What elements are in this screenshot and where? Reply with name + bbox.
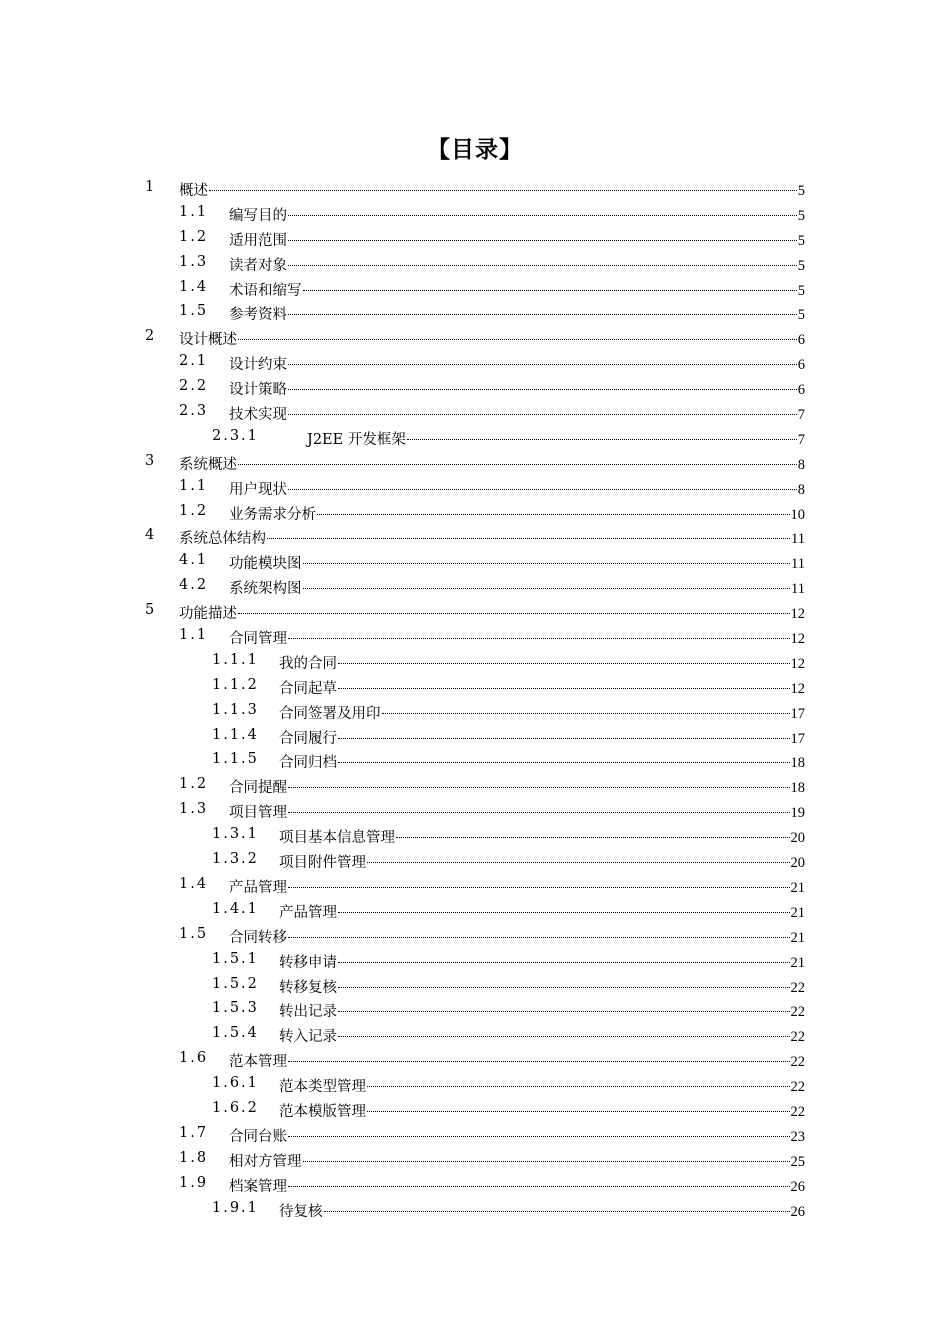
toc-entry-number: 1.3 bbox=[179, 801, 209, 818]
toc-entry-number: 2.3 bbox=[179, 403, 209, 420]
toc-entry-line bbox=[229, 1050, 805, 1071]
toc-entry-page-number: 22 bbox=[790, 1054, 805, 1071]
toc-entry-title[interactable]: 参考资料 bbox=[229, 307, 287, 324]
toc-entry-title[interactable]: 读者对象 bbox=[229, 257, 287, 274]
dot-leader bbox=[338, 1011, 790, 1012]
toc-entry[interactable] bbox=[0, 226, 950, 251]
toc-entry-line bbox=[229, 254, 805, 275]
dot-leader bbox=[238, 613, 790, 614]
toc-entry-line bbox=[229, 801, 805, 822]
toc-entry-title[interactable]: 系统概述 bbox=[179, 456, 237, 473]
toc-entry-title[interactable]: 转移复核 bbox=[279, 979, 337, 996]
toc-entry-page-number: 20 bbox=[790, 830, 805, 847]
toc-entry-title[interactable]: 概述 bbox=[179, 183, 208, 199]
dot-leader bbox=[338, 962, 790, 963]
dot-leader bbox=[338, 1036, 790, 1037]
toc-entry-number: 1.9.1 bbox=[212, 1199, 259, 1216]
toc-entry-title[interactable]: 产品管理 bbox=[229, 879, 287, 896]
dot-leader bbox=[288, 1061, 790, 1062]
toc-entry-page-number: 11 bbox=[791, 531, 805, 548]
toc-entry-number: 1.6.1 bbox=[212, 1075, 259, 1092]
toc-entry-line bbox=[279, 851, 805, 872]
dot-leader bbox=[288, 240, 797, 241]
toc-entry-number: 1.1.5 bbox=[212, 751, 259, 768]
toc-entry[interactable] bbox=[0, 475, 950, 500]
toc-entry-number: 2.2 bbox=[179, 378, 209, 395]
dot-leader bbox=[238, 464, 797, 465]
toc-entry-number: 4.1 bbox=[179, 552, 209, 569]
toc-entry-line bbox=[229, 353, 805, 374]
toc-entry[interactable] bbox=[0, 400, 950, 425]
dot-leader bbox=[288, 314, 797, 315]
toc-entry-page-number: 12 bbox=[790, 631, 805, 648]
toc-entry-number: 1.1.3 bbox=[212, 701, 259, 718]
toc-entry-page-number: 6 bbox=[797, 382, 805, 399]
dot-leader bbox=[288, 812, 790, 813]
toc-entry-line bbox=[307, 428, 805, 449]
toc-entry[interactable] bbox=[0, 1097, 950, 1122]
toc-entry-title[interactable]: 设计概述 bbox=[179, 332, 237, 349]
dot-leader bbox=[367, 1111, 790, 1112]
toc-entry-line bbox=[229, 876, 805, 897]
toc-entry-line bbox=[229, 926, 805, 947]
toc-entry-number: 1.4 bbox=[179, 875, 209, 892]
toc-entry-line bbox=[229, 229, 805, 250]
toc-entry-page-number: 22 bbox=[790, 1004, 805, 1021]
toc-entry[interactable] bbox=[0, 1072, 950, 1097]
toc-entry-title[interactable]: 技术实现 bbox=[229, 407, 287, 424]
toc-entry-line bbox=[179, 602, 805, 623]
toc-entry-page-number: 21 bbox=[790, 879, 805, 896]
toc-entry-page-number: 21 bbox=[790, 954, 805, 971]
toc-entry-number: 1.9 bbox=[179, 1174, 209, 1191]
toc-entry-title[interactable]: 范本类型管理 bbox=[279, 1079, 366, 1096]
toc-entry-title[interactable]: 功能模块图 bbox=[229, 556, 302, 573]
toc-entry[interactable] bbox=[0, 300, 950, 325]
toc-entry-number: 1.1.1 bbox=[212, 651, 259, 668]
toc-entry-number: 3 bbox=[145, 452, 157, 469]
toc-entry-line bbox=[229, 1175, 805, 1196]
toc-entry-number: 1.7 bbox=[179, 1124, 209, 1141]
toc-entry-number: 1.5.1 bbox=[212, 950, 259, 967]
toc-entry-number: 1.5.2 bbox=[212, 975, 259, 992]
dot-leader bbox=[288, 937, 790, 938]
toc-entry-number: 1.2 bbox=[179, 502, 209, 519]
toc-entry-title[interactable]: 产品管理 bbox=[279, 904, 337, 921]
toc-entry[interactable] bbox=[0, 997, 950, 1022]
dot-leader bbox=[338, 688, 790, 689]
toc-entry-line bbox=[229, 378, 805, 399]
toc-entry-page-number: 26 bbox=[790, 1203, 805, 1220]
toc-entry-line bbox=[229, 627, 805, 648]
toc-entry-line bbox=[179, 453, 805, 474]
dot-leader bbox=[288, 389, 797, 390]
toc-entry-page-number: 5 bbox=[797, 282, 805, 299]
toc-entry[interactable] bbox=[0, 251, 950, 276]
dot-leader bbox=[338, 912, 790, 913]
toc-entry-title[interactable]: 术语和缩写 bbox=[229, 282, 302, 299]
toc-entry-number: 1.1 bbox=[179, 477, 209, 494]
toc-entry-line bbox=[279, 702, 805, 723]
page-title: 【目录】 bbox=[427, 137, 523, 163]
toc-entry-title[interactable]: 业务需求分析 bbox=[229, 506, 316, 523]
toc-entry-number: 1.8 bbox=[179, 1149, 209, 1166]
toc-entry-line bbox=[229, 776, 805, 797]
toc-entry[interactable] bbox=[0, 973, 950, 998]
toc-entry[interactable] bbox=[0, 500, 950, 525]
toc-entry[interactable] bbox=[0, 599, 950, 624]
dot-leader bbox=[238, 339, 797, 340]
toc-entry-line bbox=[229, 503, 805, 524]
toc-entry-number: 1.1.2 bbox=[212, 676, 259, 693]
dot-leader bbox=[367, 1086, 790, 1087]
toc-entry[interactable] bbox=[0, 549, 950, 574]
dot-leader bbox=[382, 713, 790, 714]
toc-entry-line bbox=[179, 328, 805, 349]
dot-leader bbox=[338, 738, 790, 739]
toc-entry-number: 4 bbox=[145, 527, 157, 544]
dot-leader bbox=[288, 638, 790, 639]
toc-entry-number: 1.1.4 bbox=[212, 726, 259, 743]
toc-entry-title[interactable]: 设计策略 bbox=[229, 382, 287, 399]
toc-entry[interactable] bbox=[0, 201, 950, 226]
toc-entry-number: 1.6 bbox=[179, 1050, 209, 1067]
toc-entry[interactable] bbox=[0, 524, 950, 549]
toc-entry-line bbox=[279, 1000, 805, 1021]
toc-entry[interactable] bbox=[0, 350, 950, 375]
toc-entry[interactable] bbox=[0, 923, 950, 948]
toc-entry-line bbox=[279, 1100, 805, 1121]
dot-leader bbox=[267, 538, 790, 539]
dot-leader bbox=[288, 887, 790, 888]
toc-entry[interactable] bbox=[0, 450, 950, 475]
toc-entry-number: 1.5 bbox=[179, 925, 209, 942]
toc-entry-page-number: 6 bbox=[797, 357, 805, 374]
toc-entry[interactable] bbox=[0, 823, 950, 848]
toc-entry-line bbox=[279, 826, 805, 847]
dot-leader bbox=[338, 663, 790, 664]
toc-entry[interactable] bbox=[0, 748, 950, 773]
toc-entry-title[interactable]: 系统总体结构 bbox=[179, 531, 266, 548]
toc-entry-page-number: 22 bbox=[790, 979, 805, 996]
dot-leader bbox=[407, 439, 797, 440]
toc-entry-line bbox=[279, 751, 805, 772]
toc-entry-number: 1.5.4 bbox=[212, 1025, 259, 1042]
toc-entry-title[interactable]: 合同起草 bbox=[279, 680, 337, 697]
toc-entry-page-number: 12 bbox=[790, 655, 805, 672]
toc-entry-number: 5 bbox=[145, 602, 157, 619]
toc-entry-number: 1.2 bbox=[179, 228, 209, 245]
toc-entry-line bbox=[229, 1125, 805, 1146]
toc-entry-number: 1.6.2 bbox=[212, 1099, 259, 1116]
toc-entry[interactable] bbox=[0, 375, 950, 400]
toc-entry[interactable] bbox=[0, 773, 950, 798]
toc-entry-title[interactable]: 系统架构图 bbox=[229, 581, 302, 598]
toc-entry[interactable] bbox=[0, 1122, 950, 1147]
toc-entry-page-number: 22 bbox=[790, 1103, 805, 1120]
toc-entry[interactable] bbox=[0, 674, 950, 699]
toc-entry-page-number: 7 bbox=[797, 407, 805, 424]
toc-entry[interactable] bbox=[0, 1022, 950, 1047]
dot-leader bbox=[288, 215, 797, 216]
toc-entry-line bbox=[279, 1200, 805, 1221]
toc-entry-page-number: 21 bbox=[790, 904, 805, 921]
toc-entry-title[interactable]: 项目管理 bbox=[229, 805, 287, 822]
toc-entry-number: 1 bbox=[145, 179, 157, 195]
toc-entry[interactable] bbox=[0, 798, 950, 823]
toc-entry-title[interactable]: 转移申请 bbox=[279, 954, 337, 971]
toc-entry[interactable] bbox=[0, 699, 950, 724]
toc-entry-page-number: 5 bbox=[797, 232, 805, 249]
toc-entry-number: 1.4.1 bbox=[212, 900, 259, 917]
dot-leader bbox=[338, 762, 790, 763]
toc-entry-line bbox=[229, 204, 805, 225]
toc-entry-page-number: 25 bbox=[790, 1153, 805, 1170]
toc-entry-number: 2 bbox=[145, 328, 157, 345]
dot-leader bbox=[396, 837, 790, 838]
toc-entry-number: 2.3.1 bbox=[212, 427, 259, 444]
toc-entry-title[interactable]: 转出记录 bbox=[279, 1004, 337, 1021]
dot-leader bbox=[288, 1186, 790, 1187]
toc-entry-page-number: 19 bbox=[790, 805, 805, 822]
toc-entry-line bbox=[229, 279, 805, 300]
toc-entry-title[interactable]: 档案管理 bbox=[229, 1178, 287, 1195]
toc-entry-line bbox=[229, 478, 805, 499]
toc-entry-title[interactable]: 合同台账 bbox=[229, 1128, 287, 1145]
toc-entry-line bbox=[179, 527, 805, 548]
dot-leader bbox=[288, 1136, 790, 1137]
toc-entry-line bbox=[279, 677, 805, 698]
toc-entry-page-number: 22 bbox=[790, 1079, 805, 1096]
toc-entry-page-number: 17 bbox=[790, 730, 805, 747]
toc-entry-page-number: 20 bbox=[790, 855, 805, 872]
toc-entry-page-number: 5 bbox=[797, 183, 805, 199]
toc-entry[interactable] bbox=[0, 948, 950, 973]
dot-leader bbox=[303, 1161, 790, 1162]
toc-entry-line bbox=[229, 1150, 805, 1171]
toc-entry-line bbox=[279, 951, 805, 972]
toc-entry-title[interactable]: 适用范围 bbox=[229, 232, 287, 249]
dot-leader bbox=[288, 489, 797, 490]
toc-entry-page-number: 8 bbox=[797, 481, 805, 498]
toc-entry-page-number: 21 bbox=[790, 929, 805, 946]
toc-entry[interactable] bbox=[0, 1172, 950, 1197]
toc-entry-page-number: 26 bbox=[790, 1178, 805, 1195]
dot-leader bbox=[317, 514, 790, 515]
toc-entry-title[interactable]: 用户现状 bbox=[229, 481, 287, 498]
dot-leader bbox=[303, 563, 791, 564]
toc-entry[interactable] bbox=[0, 1197, 950, 1222]
dot-leader bbox=[303, 290, 797, 291]
toc-entry[interactable] bbox=[0, 1147, 950, 1172]
toc-entry-title[interactable]: 合同归档 bbox=[279, 755, 337, 772]
toc-entry-number: 1.5.3 bbox=[212, 1000, 259, 1017]
dot-leader bbox=[324, 1211, 790, 1212]
toc-entry-title[interactable]: 合同管理 bbox=[229, 631, 287, 648]
toc-entry-number: 2.1 bbox=[179, 353, 209, 370]
toc-entry-title[interactable]: 相对方管理 bbox=[229, 1153, 302, 1170]
toc-entry[interactable] bbox=[0, 574, 950, 599]
toc-entry-page-number: 7 bbox=[797, 431, 805, 448]
toc-entry-line bbox=[229, 303, 805, 324]
toc-entry-number: 1.3.1 bbox=[212, 826, 259, 843]
toc-entry-page-number: 18 bbox=[790, 755, 805, 772]
toc-entry-page-number: 18 bbox=[790, 780, 805, 797]
toc-entry[interactable] bbox=[0, 325, 950, 350]
toc-entry[interactable] bbox=[0, 176, 950, 201]
toc-entry-number: 1.3 bbox=[179, 253, 209, 270]
toc-entry-number: 1.4 bbox=[179, 278, 209, 295]
toc-entry-title[interactable]: J2EE 开发框架 bbox=[307, 431, 406, 448]
dot-leader bbox=[209, 190, 797, 191]
toc-entry-title[interactable]: 项目基本信息管理 bbox=[279, 830, 395, 847]
toc-entry-line bbox=[279, 1025, 805, 1046]
toc-entry-line bbox=[279, 976, 805, 997]
dot-leader bbox=[303, 588, 791, 589]
toc-entry-title[interactable]: 合同转移 bbox=[229, 929, 287, 946]
toc-entry-page-number: 5 bbox=[797, 257, 805, 274]
toc-entry-line bbox=[179, 179, 805, 200]
toc-entry[interactable] bbox=[0, 649, 950, 674]
toc-entry-line bbox=[279, 901, 805, 922]
toc-entry-title[interactable]: 范本模版管理 bbox=[279, 1103, 366, 1120]
toc-entry-line bbox=[229, 577, 805, 598]
toc-entry-title[interactable]: 转入记录 bbox=[279, 1029, 337, 1046]
toc-entry-page-number: 6 bbox=[797, 332, 805, 349]
dot-leader bbox=[288, 414, 797, 415]
toc-entry[interactable] bbox=[0, 624, 950, 649]
toc-entry-page-number: 8 bbox=[797, 456, 805, 473]
toc-entry-title[interactable]: 编写目的 bbox=[229, 207, 287, 224]
toc-entry[interactable] bbox=[0, 848, 950, 873]
toc-entry-title[interactable]: 功能描述 bbox=[179, 606, 237, 623]
toc-entry-page-number: 22 bbox=[790, 1029, 805, 1046]
dot-leader bbox=[288, 265, 797, 266]
dot-leader bbox=[367, 862, 790, 863]
toc-entry[interactable] bbox=[0, 1047, 950, 1072]
toc-entry-line bbox=[229, 552, 805, 573]
toc-entry-title[interactable]: 项目附件管理 bbox=[279, 855, 366, 872]
toc-entry-page-number: 11 bbox=[791, 556, 805, 573]
dot-leader bbox=[288, 364, 797, 365]
toc-entry-title[interactable]: 合同提醒 bbox=[229, 780, 287, 797]
toc-entry-line bbox=[229, 403, 805, 424]
toc-entry-line bbox=[279, 652, 805, 673]
toc-entry-page-number: 23 bbox=[790, 1128, 805, 1145]
toc-entry[interactable] bbox=[0, 724, 950, 749]
toc-entry-number: 1.2 bbox=[179, 776, 209, 793]
toc-entry-page-number: 5 bbox=[797, 207, 805, 224]
toc-entry[interactable] bbox=[0, 425, 950, 450]
dot-leader bbox=[338, 987, 790, 988]
table-of-contents bbox=[0, 176, 950, 1221]
toc-entry-page-number: 12 bbox=[790, 606, 805, 623]
toc-entry-title[interactable]: 合同签署及用印 bbox=[279, 705, 381, 722]
toc-entry-title[interactable]: 设计约束 bbox=[229, 357, 287, 374]
toc-entry-title[interactable]: 待复核 bbox=[279, 1203, 323, 1220]
toc-entry-number: 4.2 bbox=[179, 577, 209, 594]
toc-entry-page-number: 5 bbox=[797, 307, 805, 324]
toc-entry-page-number: 12 bbox=[790, 680, 805, 697]
toc-entry-line bbox=[279, 727, 805, 748]
toc-entry-page-number: 11 bbox=[791, 581, 805, 598]
toc-entry[interactable] bbox=[0, 276, 950, 301]
dot-leader bbox=[288, 787, 790, 788]
toc-entry-page-number: 17 bbox=[790, 705, 805, 722]
toc-entry-page-number: 10 bbox=[790, 506, 805, 523]
toc-entry-title[interactable]: 我的合同 bbox=[279, 655, 337, 672]
toc-entry-number: 1.1 bbox=[179, 203, 209, 220]
toc-entry-number: 1.5 bbox=[179, 303, 209, 320]
toc-entry-number: 1.1 bbox=[179, 627, 209, 644]
toc-entry-title[interactable]: 范本管理 bbox=[229, 1054, 287, 1071]
toc-entry-number: 1.3.2 bbox=[212, 851, 259, 868]
toc-entry-line bbox=[279, 1075, 805, 1096]
toc-entry[interactable] bbox=[0, 873, 950, 898]
toc-entry[interactable] bbox=[0, 898, 950, 923]
toc-entry-title[interactable]: 合同履行 bbox=[279, 730, 337, 747]
